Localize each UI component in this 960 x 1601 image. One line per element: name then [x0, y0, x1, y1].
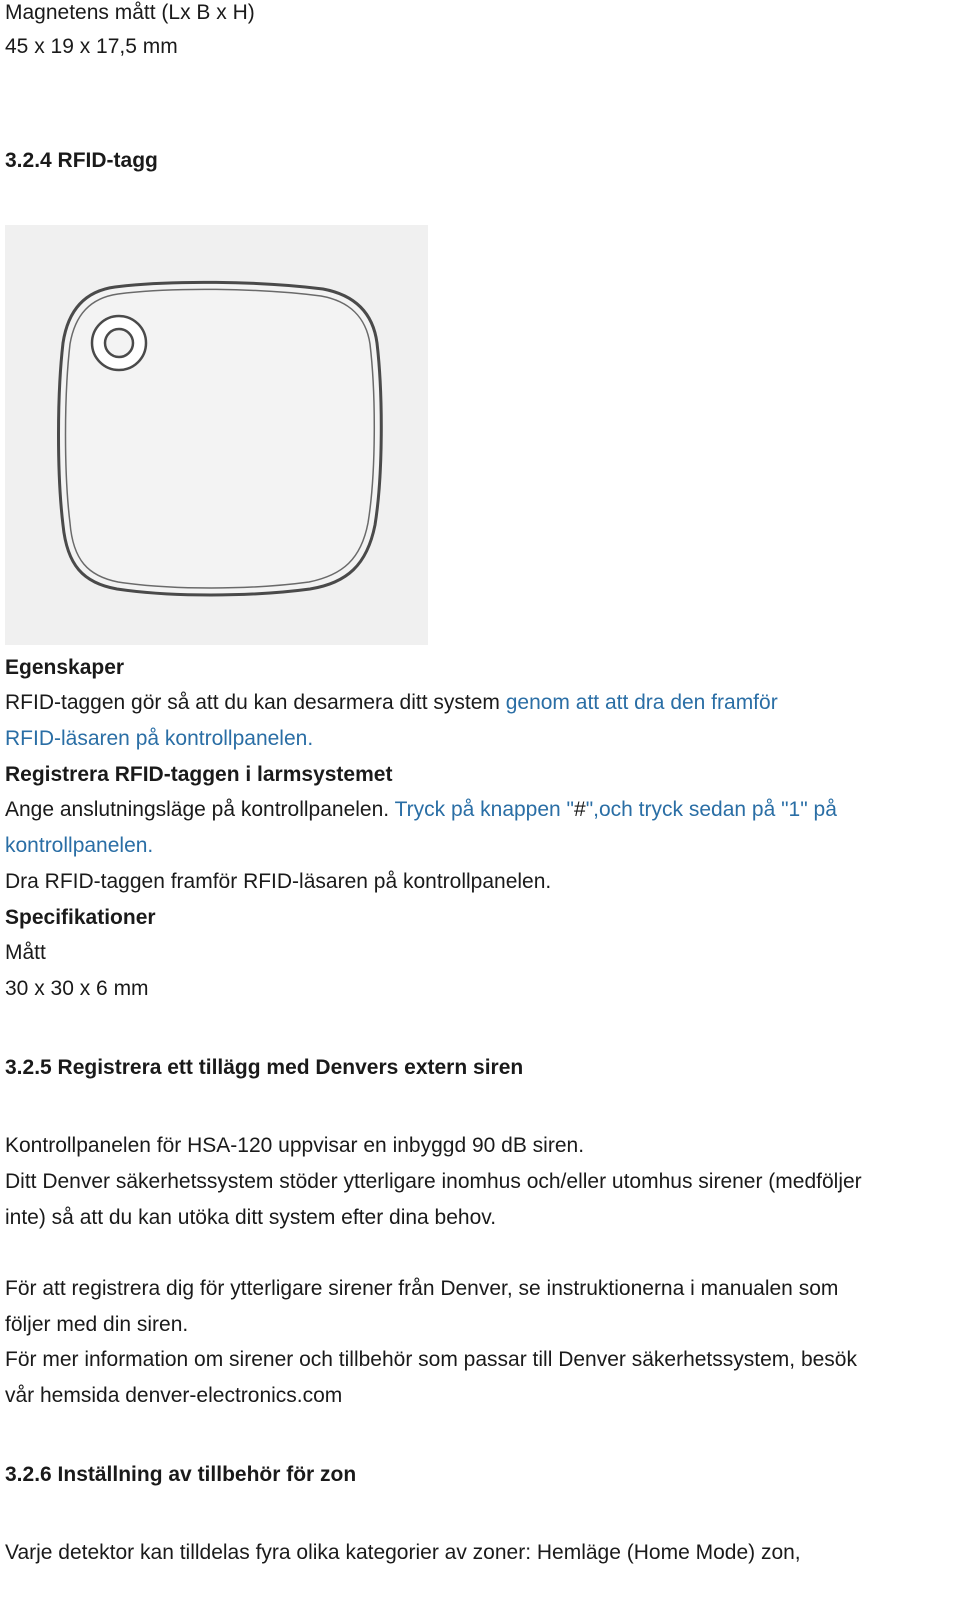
rfid-tag-figure: [5, 225, 428, 645]
register-text-line-2: kontrollpanelen.: [5, 834, 154, 857]
rfid-tag-illustration-icon: [5, 225, 428, 645]
siren-para-1: Kontrollpanelen för HSA-120 uppvisar en inbyggd 90 dB siren.: [5, 1134, 585, 1157]
zone-section-heading: 3.2.6 Inställning av tillbehör för zon: [5, 1463, 357, 1486]
siren-section-heading: 3.2.5 Registrera ett tillägg med Denvers extern siren: [5, 1056, 524, 1079]
features-text-plain: RFID-taggen gör så att du kan desarmera ditt system: [5, 691, 506, 714]
features-text-line-1: [5, 690, 778, 716]
register-text-line-1: [5, 797, 837, 823]
siren-para-3-line-1: För att registrera dig för ytterligare sirener från Denver, se instruktionerna i manualen som: [5, 1277, 839, 1300]
specs-value: 30 x 30 x 6 mm: [5, 977, 149, 1000]
register-text-highlight-a: Tryck på knappen ": [394, 798, 575, 821]
siren-para-2-line-1: Ditt Denver säkerhetssystem stöder ytterligare inomhus och/eller utomhus sirener (medföljer: [5, 1170, 862, 1193]
features-heading: Egenskaper: [5, 656, 125, 679]
specs-label: Mått: [5, 941, 46, 964]
siren-para-4-line-1: För mer information om sirener och tillbehör som passar till Denver säkerhetssystem, besök: [5, 1348, 857, 1371]
siren-para-3-line-2: följer med din siren.: [5, 1313, 189, 1336]
register-text-line-3: Dra RFID-taggen framför RFID-läsaren på kontrollpanelen.: [5, 870, 552, 893]
features-text-line-2: RFID-läsaren på kontrollpanelen.: [5, 727, 314, 750]
specs-heading: Specifikationer: [5, 906, 156, 929]
register-text-highlight-b: ",och tryck sedan på "1" på: [585, 798, 837, 821]
zone-para-1: Varje detektor kan tilldelas fyra olika kategorier av zoner: Hemläge (Home Mode) zon,: [5, 1541, 801, 1564]
register-text-plain: Ange anslutningsläge på kontrollpanelen.: [5, 798, 395, 821]
siren-para-4-line-2: vår hemsida denver-electronics.com: [5, 1384, 343, 1407]
features-text-highlight: genom att att dra den framför: [505, 691, 778, 714]
siren-para-2-line-2: inte) så att du kan utöka ditt system efter dina behov.: [5, 1206, 497, 1229]
magnet-dimensions-label: Magnetens mått (Lx B x H): [5, 1, 255, 24]
register-heading: Registrera RFID-taggen i larmsystemet: [5, 763, 393, 786]
register-text-hash: #: [574, 798, 586, 821]
rfid-section-heading: 3.2.4 RFID-tagg: [5, 149, 158, 172]
magnet-dimensions-value: 45 x 19 x 17,5 mm: [5, 35, 178, 58]
